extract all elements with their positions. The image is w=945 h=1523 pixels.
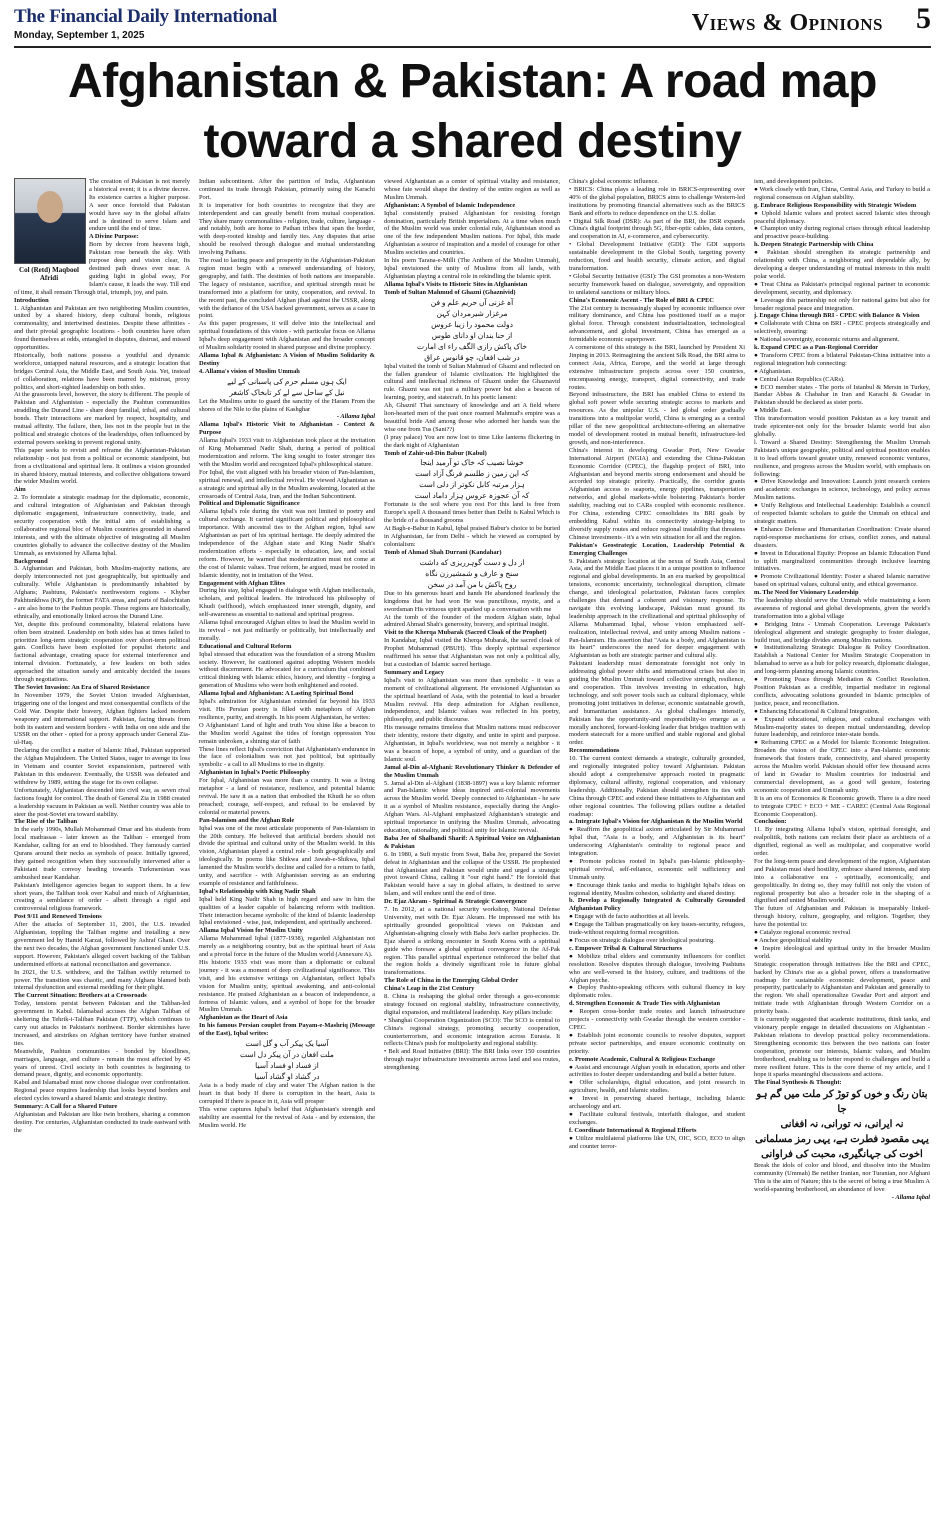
article-paragraph: ● Engage with de facto authorities at all levels. [569, 913, 690, 921]
urdu-verse: از حنا بندان او دانای طوس [431, 330, 513, 340]
article-paragraph: For the long-term peace and development of the region, Afghanistan and Pakistan must shed hostility, embrace shared interests, and step into a collaborative era - spiritually, economically, and geopolitically. In doing so, they may fulfill not only the vision of regional prosperity but also a broader role in the shaping of a dignified and united Muslim world. [754, 857, 930, 905]
article-paragraph: ● Reaffirm the geopolitical axiom articulated by Sir Muhammad Iqbal that, "Asia is a body, and Afghanistan is its heart" underscoring Afghanistan's centrality to regional peace and integration. [569, 826, 745, 858]
article-paragraph: b. Develop a Regionally Integrated & Culturally Grounded Afghanistan Policy [569, 897, 745, 913]
urdu-verse: ہزار مرتبہ کابل نکوتر از دلی است [419, 480, 525, 490]
article-paragraph: Born by decree from heavens high, Pakistan rose beneath the sky. With purpose deep and vision clear, Its destined path draws ever near. A guiding light in global sway, For Islam's cause, it leads the way. Till end of time, it shall remain Through trial, triumph, joy, and pain. [14, 241, 190, 296]
article-paragraph: ● Focus on strategic dialogue over ideological posturing. [569, 937, 715, 944]
article-paragraph: • Shanghai Cooperation Organization (SCO): The SCO is central to China's regional strategy, promoting security cooperation, counterterrorism, and economic integration across Eurasia. It reflects China's push for multipolarity and regional stability. [384, 1016, 560, 1048]
article-paragraph: China's global economic influence. [569, 178, 659, 185]
article-paragraph: Allama Iqbal encouraged Afghan elites to lead the Muslim world in its revival - not just militarily or politically, but intellectually and morally. [199, 619, 375, 642]
article-paragraph: Afghanistan and Pakistan are like twin brothers, sharing a common destiny. For centuries, Afghanistan conducted its trade eastward with the [14, 1110, 190, 1134]
urdu-verse: نہ ایرانی، نہ تورانی، نہ افغانی [780, 1119, 904, 1131]
article-paragraph: At the tomb of the founder of the modern Afghan state, Iqbal admired Ahmad Shah's generosity, bravery, and spiritual insight. [384, 613, 560, 629]
article-paragraph: Beyond infrastructure, the BRI has enabled China to extend its global soft power while securing strategic access to markets and resources. As the unipolar U.S. - led global order gradually transitions into a multipolar world, China is emerging as a central pillar of the new geopolitical architecture-offering an alternative model of development rooted in mutual benefit, infrastructure-led growth, and non-interference. [569, 391, 745, 446]
urdu-verse: آہ غزنی آں حریم علم و فن [430, 297, 514, 307]
article-paragraph: Iqbal's visit to Afghanistan was more than symbolic - it was a moment of civilizational alignment. He envisioned Afghanistan as the spiritual heartland of Asia, with the potential to lead a broader Muslim revival. His deep admiration for Afghan resilience, independence, and Islamic values was reflected in his poetry, philosophy, and public discourse. [384, 676, 560, 724]
article-paragraph: Due to his generous heart and hands He abandoned fearlessly the kingdoms that he had won He was punctilious, mystic, and a swordsman His virtuous spirit sparked up a conversation with me [384, 589, 560, 613]
article-paragraph: Iqbal's admiration for Afghanistan extended far beyond his 1933 visit. His Persian poetry is filled with metaphors of Afghan resilience, purity, and strength. In his poem Afghanistan, he writes: [199, 698, 375, 721]
urdu-verse: خاک پاکش رازی الگف راء ای امارت [416, 341, 528, 351]
article-paragraph: • Global Development Initiative (GDI): The GDI supports sustainable development in the Global South, targeting poverty reduction, food and health security, climate action, and digital transformation. [569, 241, 745, 272]
article-paragraph: g. Embrace Religious Responsibility with Strategic Wisdom [754, 201, 917, 209]
article-paragraph: It is imperative for both countries to recognize that they are interdependent and can greatly benefit from mutual cooperation. They share many commonalities - religion, trade, culture, language - and notably, both are home to Pathan tribes that span the border, with deep-rooted kinship and family ties. Any disputes that arise should be resolved through dialogue and mutual understanding involving Pathans. [199, 201, 375, 257]
article-paragraph: Conclusion: [754, 818, 787, 826]
article-paragraph: Educational and Cultural Reform [199, 642, 292, 650]
article-paragraph: Meanwhile, Pashtun communities - bonded by bloodlines, marriages, language, and culture - remain the most affected by 45 years of unrest. Civil society in both countries is beginning to demand peace, dignity, and economic opportunity. [14, 1047, 190, 1079]
urdu-verse: سنج و عارف و شمشیرزن نگاه [425, 568, 519, 578]
article-paragraph: A Divine Purpose: [89, 233, 139, 241]
urdu-verse: خوشا نصیب کہ خاک تو آرمید اینجا [420, 458, 524, 468]
issue-date: Monday, September 1, 2025 [14, 30, 145, 41]
article-paragraph: ● ECO member states - The ports of Istanbul & Mersin in Turkey, Bandar Abbas & Chabahar in Iran and Karachi & Gwadar in Pakistan should be declared as sister ports. [754, 383, 930, 407]
article-paragraph: ● Middle East. [754, 407, 793, 415]
article-paragraph: Allama Iqbal's Historic Visit to Afghanistan - Context & Purpose [199, 421, 375, 437]
article-paragraph: - Allama Iqbal [336, 413, 375, 421]
article-paragraph: ● Deploy Pashto-speaking officers with cultural fluency in key diplomatic roles. [569, 984, 745, 1000]
article-paragraph: ● Facilitate cultural festivals, interfaith dialogue, and student exchanges. [569, 1110, 745, 1126]
article-paragraph: In his famous Persian couplet from Payam-e-Mashriq (Message of the East), Iqbal writes: [199, 1022, 375, 1038]
article-paragraph: ● Invest in Educational Equity: Propose an Islamic Education Fund to uplift marginalized communities through inclusive learning initiatives. [754, 549, 930, 573]
article-paragraph: Post 9/11 and Renewed Tensions [14, 913, 102, 921]
article-paragraph: China's interest in developing Gwadar Port, New Gwadar International Airport (NGIA) and extending the China-Pakistan Economic Corridor (CPEC), the flagship project of BRI, into Afghanistan and beyond merits strong endorsement and should be accorded top strategic priority. Practically, the corridor grants Afghanistan access to seaports, energy pipelines, transportation networks, and global markets-while bolstering Pakistan's border stability, reaching out to CARs coupled with economic resilience. For China, extending CPEC consolidates its BRI goals by embedding Kabul within its connectivity strategy-helping to diversify supply routes and reduce regional instability that threatens Chinese investments - it's a win win situation for all and the region. [569, 446, 745, 541]
article-paragraph: ● Collaborate with China on BRI - CPEC projects strategically and selectively, ensuring: [754, 320, 930, 336]
article-paragraph: This paper seeks to revisit and reframe the Afghanistan-Pakistan relationship - not just from a political or economic standpoint, but from a civilizational and spiritual lens. It outlines a vision grounded in shared history, mutual interests, and collective obligations toward the wider Muslim world. [14, 446, 190, 486]
urdu-verse: ملت افغان در آن پیکر دل است [240, 1050, 334, 1060]
article-paragraph: Jamal al-Din al-Afghani: Revolutionary Thinker & Defender of the Muslim Ummah [384, 763, 560, 779]
author-photo [14, 178, 86, 264]
urdu-verse: از فساد او فساد آسیا [255, 1061, 319, 1071]
article-paragraph: Afghanistan: A Symbol of Islamic Independence [384, 201, 516, 209]
article-paragraph: Allama Iqbal's 1933 visit to Afghanistan took place at the invitation of King Mohammad Nadir Shah, during a period of political modernization and reform. The king sought to foster stronger ties with the Muslim world and recognized Iqbal's philosophical stature. [199, 437, 375, 468]
article-paragraph: ● Promote Civilizational Identity: Foster a shared Islamic narrative based on spiritual values, cultural unity, and ethical governance. [754, 573, 930, 589]
article-paragraph: The Role of China in the Emerging Global Order [384, 977, 519, 985]
article-paragraph: Pakistani leadership must demonstrate foresight not only in addressing global power shifts and international crises but also in guiding the Muslim Ummah toward collective strength, resilience, and cooperation. This involves investing in education, high technology, and soft power tools such as cultural diplomacy, while promoting joint initiatives in defense, economic sustainable growth, and humanitarian assistance. As global challenges intensify, Pakistan has the opportunity-and responsibility-to emerge as a morally anchored, forward-looking leader that bridges tradition with modern statecraft for a more unified and stable regional and global order. [569, 660, 745, 747]
article-paragraph: Declaring the conflict a matter of Islamic Jihad, Pakistan supported the Afghan Mujahideen. The United States, eager to avenge its loss in Vietnam and counter Soviet expansionism, partnered with Pakistan in this endeavor. Eventually, the USSR was defeated and withdrew by 1989, setting the stage for its own collapse. [14, 747, 190, 786]
urdu-verse: یہی مقصود فطرت ہے، یہی رمز مسلمانی [755, 1134, 929, 1146]
article-paragraph: China's Leap in the 21st Century [384, 985, 475, 993]
article-paragraph: Engagement with Afghan Elites [199, 579, 286, 587]
article-paragraph: Allama Iqbal and Afghanistan: A Lasting Spiritual Bond [199, 690, 354, 698]
article-paragraph: During his stay, Iqbal engaged in dialogue with Afghan intellectuals, scholars, and political leaders. He introduced his philosophy of Khudi (selfhood), which emphasized inner strength, dignity, and self-awareness as essential to national and spiritual progress. [199, 587, 375, 619]
article-paragraph: d. Strengthen Economic & Trade Ties with Afghanistan [569, 1000, 721, 1008]
article-paragraph: 2. To formulate a strategic roadmap for the diplomatic, economic, and cultural integration of Afghanistan and Pakistan through diplomatic engagement, infrastructure connectivity, trade, and security cooperation with the initial aim of establishing a collaborative regional bloc of Muslim countries grounded in shared interests, and with the ultimate objective of integrating all Muslim countries globally to advance the collective destiny of the Muslim Ummah, as envisioned by Allama Iqbal. [14, 494, 190, 557]
article-paragraph: Tomb of Zahir-ud-Din Babur (Kabul) [384, 449, 487, 457]
article-paragraph: It is an era of Economics & Economic growth. There is a dire need to integrate CPEC + ECO + ME - CAREC (Central Asia Regional Economic Cooperation). [754, 794, 930, 818]
article-paragraph: In November 1979, the Soviet Union invaded Afghanistan, triggering one of the longest and most consequential conflicts of the Cold War. Despite their bravery, Afghan fighters lacked modern weaponry and international support. Pakistan, facing threats from both its eastern and western borders - with India on one side and the USSR on the other - opted for a proxy approach under General Zia-ul-Haq. [14, 691, 190, 747]
author-box [14, 178, 84, 282]
article-paragraph: - Allama Iqbal [891, 1193, 930, 1201]
article-paragraph: ● Treat China as Pakistan's principal regional partner in economic development, security, and diplomacy. [754, 280, 930, 296]
article-paragraph: After the attacks of September 11, 2001, the U.S. invaded Afghanistan, toppling the Taliban regime and installing a new government led by Hamid Karzai, followed by Ashraf Ghani. Over the next two decades, the Afghan government functioned under U.S. support. However, Pakistan's alleged covert backing of the Taliban undermined efforts at national reconciliation and governance. [14, 921, 190, 968]
column-1 [14, 178, 190, 1518]
article-paragraph: 11. By integrating Allama Iqbal's vision, spiritual foresight, and realpolitik, both nations can reclaim their place as architects of a dignified, regional as well as multipolar, and cooperative world order. [754, 826, 930, 858]
article-paragraph: These lines reflect Iqbal's conviction that Afghanistan's endurance in the face of colonialism was not just political, but spiritually symbolic - a call to all Muslims to rise in dignity. [199, 745, 375, 769]
article-paragraph: Iqbal consistently praised Afghanistan for resisting foreign domination, particularly British imperialism. At a time when much of the Muslim world was under colonial rule, Afghanistan stood as one of the few independent Muslim nations. For Iqbal, this made Afghanistan a source of inspiration and a model of courage for other Muslim societies and countries. [384, 209, 560, 257]
article-paragraph: ● Institutionalizing Strategic Dialogue & Policy Coordination. Establish a National Center for Muslim Strategic Cooperation in Islamabad to serve as a hub for policy research, diplomatic dialogue, and long-term planning among Islamic countries. [754, 644, 930, 676]
urdu-verse: دولت محمود را زیبا عروس [431, 319, 513, 329]
urdu-verse: روح پاکش با من آمد در سخن [427, 579, 517, 589]
article-paragraph: ● Promoting Peace through Mediation & Conflict Resolution. Position Pakistan as a credible, impartial mediator in regional conflicts, advocating solutions grounded in Islamic principles of justice, peace, and reconciliation. [754, 676, 930, 707]
urdu-verse: کہ این زمین ز طلسم فرنگ آزاد است [415, 469, 529, 479]
article-paragraph: Strategic cooperation through initiatives like the BRI and CPEC, backed by China's rise as a global power, offers a transformative roadmap for sustainable economic development, peace and prosperity, particularly to Afghanistan and Pakistan and generally to the region. We shall operationalize Gwadar Port and airport and initiate trade with Afghanistan through Western Corridor on a priority basis. [754, 960, 930, 1016]
article-paragraph: ● Leverage this partnership not only for national gains but also for broader regional peace and integration. [754, 296, 930, 312]
article-paragraph: Allama Iqbal & Afghanistan: A Vision of Muslim Solidarity & Destiny [199, 351, 375, 367]
urdu-verse: بتان رنگ و خوں کو توڑ کر ملت میں گم ہو جا [756, 1089, 928, 1116]
article-paragraph: ● Catalyze regional economic revival [754, 929, 851, 937]
article-paragraph: The leadership should serve the Ummah while maintaining a keen awareness of regional and global developments, given the world's transformation into a global village [754, 597, 930, 620]
article-paragraph: • Belt and Road Initiative (BRI): The BRI links over 150 countries through major infrastructure investments across land and sea routes, strengthening [384, 1048, 560, 1072]
urdu-verse: در گشاد او گشاد آسیا [254, 1072, 320, 1082]
article-paragraph: The future of Afghanistan and Pakistan is inseparably linked-through history, culture, geography, and religion. Together, they have the potential to: [754, 905, 930, 929]
article-paragraph: The creation of Pakistan is not merely a historical event; it is a divine decree. Its existence carries a higher purpose. A seer once foretold that Pakistan would have say in the global affairs and is destined to serve Islam and endure until the end of time. [89, 178, 190, 233]
article-paragraph: In Kandahar, Iqbal visited the Kherqa Mubarak, the sacred cloak of Prophet Muhammad (PBUH). This deeply spiritual experience reaffirmed his sense that Afghanistan was not only a political ally, but a custodian of Islamic sacred heritage. [384, 637, 560, 668]
article-paragraph: Allama Iqbal's role during the visit was not limited to poetry and cultural exchange. It carried significant political and philosophical importance. With ancestral ties to the Afghan region, Iqbal saw Afghanistan as part of his spiritual heritage. He deeply admired the independence of the Afghan state and King Nadir Shah's modernization efforts - especially in education, law, and social reform. However, he warned that modernization must not come at the cost of Islamic values. True reform, he argued, must be rooted in Islamic identity, not in imitation of the West. [199, 508, 375, 579]
urdu-verse: آسیا یک پیکر آب و گل است [245, 1039, 329, 1049]
article-paragraph: The Rise of the Taliban [14, 818, 78, 826]
article-paragraph: ● Unify Religious and Intellectual Leadership: Establish a council of respected Islamic scholars to guide the Ummah on ethical and strategic matters. [754, 502, 930, 525]
article-paragraph: ● Pakistan should strengthen its strategic partnership and relationship with China, a neighboring and dependable ally, by developing a deeper understanding of mutual interests in this multi polar world. [754, 249, 930, 280]
page-number: 5 [916, 2, 931, 35]
article-paragraph: Iqbal held King Nadir Shah in high regard and saw in him the qualities of a leader capable of balancing reform with tradition. Their interaction became symbolic of the kind of Islamic leadership Iqbal envisioned - wise, just, independent, and spiritually anchored. [199, 895, 375, 927]
article-paragraph: This verse captures Iqbal's belief that Afghanistan's strength and stability are essential for the revival of Asia - and by extension, the Muslim world. He [199, 1105, 375, 1129]
article-paragraph: ● Drive Knowledge and Innovation: Launch joint research centers and academic exchanges in science, technology, and policy across Muslim nations. [754, 478, 930, 502]
article-paragraph: ● Offer scholarships, digital education, and joint research in agriculture, health, and Islamic studies. [569, 1079, 745, 1095]
article-paragraph: Pakistan's Geostrategic Location, Leadership Potential & Emerging Challenges [569, 541, 745, 557]
article-paragraph: j. Engage China through BRI - CPEC with Balance & Vision [754, 312, 920, 320]
article-paragraph: • Digital Silk Road (DSR): As part of the BRI, the DSR expands China's digital footprint through 5G, fiber-optic cables, data centers, and cooperation in AI, e-commerce, and cybersecurity. [569, 217, 745, 241]
article-paragraph: Visit to the Kherqa Mubarak (Sacred Cloak of the Prophet) [384, 629, 547, 637]
article-paragraph: 8. China is reshaping the global order through a geo-economic strategy focused on regional stability, infrastructure connectivity, digital expansion, and multilateral leadership. Key pillars include: [384, 993, 560, 1016]
column-4 [569, 178, 745, 1518]
article-paragraph: China's Economic Ascent - The Role of BRI & CPEC [569, 296, 714, 304]
article-paragraph: Unfortunately, Afghanistan descended into civil war, as seven rival factions fought for control. The death of General Zia in 1988 created a leadership vacuum in Pakistan as well. Neither country was able to steer the post-Soviet era toward stability. [14, 786, 190, 818]
article-paragraph: • BRICS: China plays a leading role in BRICS-representing over 40% of the global population, BRICS aims to challenge Western-led institutions by promoting financial alternatives such as the BRICS Bank and efforts to reduce dependence on the U.S. dollar. [569, 185, 745, 217]
article-paragraph: ● Utilize multilateral platforms like UN, OIC, SCO, ECO to align and counter terror- [569, 1134, 745, 1150]
article-paragraph: Break the idols of color and blood, and dissolve into the Muslim community (Ummah) Be neither Iranian, nor Turanian, nor Afghani This is the aim of Nature; this is the secret of being a true Muslim A world-spanning brotherhood, an abundance of love [754, 1162, 930, 1193]
urdu-verse: از دل و دست گوہرریزی که داشت [419, 557, 525, 567]
article-paragraph: Tomb of Ahmad Shah Durrani (Kandahar) [384, 548, 502, 556]
article-paragraph: The road to lasting peace and prosperity in the Afghanistan-Pakistan region must begin with a renewed understanding of history, geography, and faith. The destinies of both nations are inseparable. The legacy of resistance, sacrifice, and spiritual strength must be transformed into a platform for unity, cooperation, and revival. In the recent past, the concluded Afghan jihad against the USSR, along with the defiance of the USA backed government, serves as a case in point. [199, 257, 375, 320]
article-paragraph: Dr. Ejaz Akram - Spiritual & Strategic Convergence [384, 898, 527, 906]
article-paragraph: ● Encourage think tanks and media to highlight Iqbal's ideas on regional identity, Muslim cohesion, solidarity and shared destiny. [569, 881, 745, 897]
article-paragraph: Afghanistan in Iqbal's Poetic Philosophy [199, 769, 310, 777]
article-paragraph: For Iqbal, Afghanistan was more than a country. It was a living metaphor - a land of resistance, resilience, and potential Islamic revival. He saw it as a nation that embodied the Khudi he so often preached; courage, self-respect, and refusal to be enslaved by colonial or material powers. [199, 777, 375, 816]
article-paragraph: 10. The current context demands a strategic, culturally grounded, and regionally integrated policy toward Afghanistan. Pakistan should adopt a comprehensive approach rooted in pragmatic diplomacy, cultural affinity, regional cooperation, and visionary leadership. Additionally, Pakistan should strengthen its ties with China through CPEC and extend these initiatives to Afghanistan and other regional countries. The following pillars outline a detailed roadmap: [569, 755, 745, 818]
masthead [14, 0, 931, 48]
article-paragraph: Indian subcontinent. After the partition of India, Afghanistan continued its trade through Pakistan, primarily using the Karachi Port. [199, 178, 375, 201]
article-paragraph: Introduction [14, 296, 49, 304]
article-paragraph: Let the Muslims unite to guard the sanctity of the Haram From the shores of the Nile to the plains of Kashghar [199, 397, 375, 413]
article-paragraph: (I pray palace) You are now lost to time Like lanterns flickering in the dark night of Afghanistan [384, 433, 560, 449]
article-paragraph: ● Mobilize tribal elders and community influencers for conflict resolution. Resolve disputes through dialogue, involving Pashtuns who are well-versed in the history, culture, and traditions of the Afghan psyche. [569, 952, 745, 984]
article-paragraph: 3. Afghanistan and Pakistan, both Muslim-majority nations, are deeply interconnected not just geographically, but spiritually and culturally. While Afghanistan is predominantly inhabited by Afghans; Pashtuns, Pakistan's northwestern regions - Khyber Pakhtunkhwa (KP), the former FATA areas, and parts of Balochistan - are also home to the Pashtun people. These regions are historically, ethnically, and emotionally linked across the Durand Line. [14, 565, 190, 620]
article-paragraph: 6. In 1980, a Sufi mystic from Swat, Baba Jee, prepared the Soviet defeat in Afghanistan and the collapse of the USSR. He prophesied that Afghanistan and Pakistan would unite and urged a strategic pivot toward China, calling it "our right hand." He foretold that Pakistan would have a say in global affairs, is destined to serve Islam, and will endure until the end of time. [384, 850, 560, 898]
article-paragraph: e. Promote Academic, Cultural & Religious Exchange [569, 1055, 716, 1063]
article-paragraph: ● Invest in preserving shared heritage, including Islamic archaeology and art. [569, 1095, 745, 1111]
urdu-verse: اخوت کی جہانگیری، محبت کی فراوانی [761, 1149, 923, 1161]
article-paragraph: It is currently suggested that academic institutions, think tanks, and visionary people engage in detailed discussions on Afghanistan - Pakistan relations to develop practical policy recommendations. Strengthening economic ties between the two nations can foster cooperation, promote our interests, Islamic values, and Muslim brotherhood, enabling us to better respond to challenges and build a more resilient future. This is the core theme of my article, and I hope it sparks meaningful discussions and actions. [754, 1016, 930, 1079]
urdu-verse: مرغزار شیرمردان کہن [436, 308, 508, 318]
article-paragraph: Summary: A Call for a Shared Future [14, 1103, 118, 1111]
urdu-verse: نیل کے ساحل سے لے کر تابخاک کاشغر [229, 387, 345, 397]
article-paragraph: 9. Pakistan's strategic location at the nexus of South Asia, Central Asia, and the Middle East places it in a unique position to influence regional and global developments. In an era marked by geopolitical tensions, economic uncertainty, technological disruption, climate change, and ideological polarization, Pakistan faces complex challenges that demand a coherent and visionary response. To navigate this evolving landscape, Pakistan must ground its leadership approach in the civilizational and spiritual philosophy of Allama Muhammad Iqbal, whose vision emphasized self-realization, intellectual revival, and unity among Muslim nations - Pan-Islamism. His assertion that "Asia is a body, and Afghanistan is its heart" underscores the need for deeper engagement with Afghanistan as both are strategic partner and cultural ally. [569, 557, 745, 660]
article-paragraph: This transformation would position Pakistan as a key transit and trade epicenter-not only for the broader Islamic world but also globally. [754, 415, 930, 438]
article-paragraph: ● Anchor geopolitical stability [754, 937, 833, 944]
article-paragraph: Tomb of Sultan Mahmud of Ghazni (Ghaznivid) [384, 288, 516, 296]
article-paragraph: ● Establish joint economic councils to resolve disputes, support private sector partnerships, and ensure economic continuity on priority. [569, 1031, 745, 1055]
article-paragraph: The Current Situation: Brothers at a Crossroads [14, 992, 147, 1000]
article-paragraph: ● Uphold Islamic values and protect sacred Islamic sites through peaceful diplomacy. [754, 209, 930, 225]
column-5 [754, 178, 930, 1518]
article-paragraph: Recommendations [569, 747, 620, 755]
article-paragraph: At the grassroots level, however, the story is different. The people of Pakistan and Afghanistan - especially the Pashtun communities straddling the Durand Line - share deep familial, tribal, and cultural bonds. Their interactions are marked by respect, hospitality, and mutual affinity. The failure, then, lies not in the people but in the political and strategic choices of the leaderships, often influenced by external powers seeking to prevent regional unity. [14, 391, 190, 446]
urdu-verse: کہ آن عجوزہ عروس ہزار داماد است [414, 491, 530, 501]
article-paragraph: f. Coordinate International & Regional Efforts [569, 1126, 697, 1134]
article-paragraph: Iqbal stressed that education was the foundation of a strong Muslim society. However, he cautioned against adopting Western models without discernment. He advocated for a curriculum that combined critical thinking with Islamic ethics, history, and identity - forging a generation of Muslims who were both enlightened and rooted. [199, 650, 375, 690]
article-paragraph: a. Integrate Iqbal's Vision for Afghanistan & the Muslim World [569, 818, 743, 826]
article-paragraph: Fortunate is the soil where you rest For this land is free from Europe's spell A thousand times better than Delhi is Kabul Which is the bride of a thousand grooms [384, 501, 560, 525]
author-byline: Col (Retd) Maqbool Afridi [19, 266, 79, 282]
article-paragraph: The 21st century is increasingly shaped by economic influence over military dominance, and China has positioned itself as a major global force. Through consistent industrialization, technological advancement, and global investment, China has emerged as a formidable economic superpower. [569, 304, 745, 344]
article-paragraph: ● Afghanistan. [754, 367, 792, 375]
article-paragraph: As this paper progresses, it will delve into the intellectual and spiritual foundations of this vision - with particular focus on Allama Iqbal's deep engagement with Afghanistan and the broader concept of Muslim solidarity rooted in shared purpose and divine prophecy. [199, 320, 375, 352]
article-paragraph: His historic 1933 visit was more than a diplomatic or cultural journey - it was a moment of deep civilizational significance. This visit, and his extensive writings on Afghanistan, reflect Iqbal's vision for Muslim unity, spiritual awakening, and anti-colonial resistance. He praised Afghanistan as a beacon of independence, a fortress of Islamic values, and a symbol of hope for the broader Muslim Ummah. [199, 959, 375, 1014]
article-paragraph: • Global Security Initiative (GSI): The GSI promotes a non-Western security framework based on dialogue, sovereignty, and opposition to unilateral sanctions or military blocs. [569, 272, 745, 296]
article-paragraph: 4. Allama's vision of Muslim Ummah [199, 367, 300, 375]
article-paragraph: Afghanistan as the Heart of Asia [199, 1014, 288, 1022]
article-paragraph: At Bagh-e-Babur in Kabul, Iqbal praised Babur's choice to be buried in Afghanistan, far from Delhi - which he viewed as corrupted by colonialism: [384, 525, 560, 548]
article-paragraph: Ah, Ghazni! That sanctuary of knowledge and art A field where lion-hearted men of the past once roamed Mahmud's empire was a beautiful bride And among those who adorned her hands was the wise one from Tus (Sani??) [384, 402, 560, 433]
article-paragraph: l. Toward a Shared Destiny: Strengthening the Muslim Ummah Pakistan's unique geographic, political and spiritual position enables it to lead efforts toward greater unity, renewed economic ventures, resilience, and progress across the Muslim world, with emphasis on following: [754, 438, 930, 478]
article-paragraph: Pan-Islamism and the Afghan Role [199, 816, 295, 824]
article-paragraph: ● Reframing CPEC as a Model for Islamic Economic Integration. Broaden the vision of the CPEC into a Pan-Islamic economic framework that fosters trade, connectivity, and shared prosperity across the Muslim world. Pakistan should offer few thousand acres of land in Gwadar to Muslim countries for industrial and commercial development, as a good will gesture, fostering economic cooperation and Ummah unity. [754, 739, 930, 794]
article-paragraph: His message remains timeless that Muslim nations must rediscover their identity, restore their dignity, and unite in spirit and purpose. Afghanistan, in Iqbal's worldview, was not merely a neighbor - it was a beacon of hope, a symbol of unity, and a guardian of the Islamic soul. [384, 724, 560, 763]
article-paragraph: 7. In 2012, at a national security workshop, National Defense University, met with Dr. Ejaz Akram. He impressed me with his spiritually grounded geopolitical views on Pakistan and Afghanistan-aligning closely with Baba Jee's earlier prophecies. Dr. Ejaz shared a striking encounter in South Korea with a spiritual guide who foresaw a global spiritual convergence in the Af-Pak region. This parallel spiritual experience reinforced the belief that the region holds a divinely significant role in future global transformations. [384, 906, 560, 977]
article-paragraph: In 2021, the U.S. withdrew, and the Taliban swiftly returned to power. The transition was chaotic, and many Afghans blamed both internal dysfunction and external meddling for their plight. [14, 968, 190, 992]
article-paragraph: Iqbal was one of the most articulate proponents of Pan-Islamism in the 20th century. He believed that artificial borders should not divide the spiritual and cultural unity of the Muslim world. In this vision, Afghanistan played a central role - both geographically and ideologically. In poems like Shikwa and Jawab-e-Shikwa, Iqbal lamented the Muslim world's decline and called for a return to faith, unity, and sacrifice - with Afghanistan serving as an enduring example of resistance and faithfulness. [199, 824, 375, 887]
article-paragraph: ● Transform CPEC from a bilateral Pakistan-China initiative into a regional integration hub connecting: [754, 351, 930, 367]
article-paragraph: ● Central Asian Republics (CARs). [754, 375, 845, 383]
article-paragraph: Yet, despite this profound commonality, bilateral relations have often been strained. Leadership on both sides has at times failed to prioritize long-term strategic cooperation over short-term political gain. Conflicts have been exploited for populist rhetoric and factional advantage, creating space for external interference and internal division. Fortunately, a few leaders on both sides approached the situation sanely and amicably decided the issues through negotiations. [14, 620, 190, 684]
urdu-verse: در شب افغان، چو قانوس عراق [424, 352, 520, 362]
article-paragraph: ● Bridging Intra - Ummah Cooperation. Leverage Pakistan's ideological alignment and strategic geography to foster dialogue, build trust, and bridge divides among Muslim nations. [754, 620, 930, 644]
article-body [14, 178, 931, 1518]
article-paragraph: Allama Muhammad Iqbal (1877-1938), regarded Afghanistan not merely as a neighboring country, but as the spiritual heart of Asia and a pivotal force in the future of the Muslim world (Annexure A). [199, 935, 375, 959]
article-paragraph: 1. Afghanistan and Pakistan are two neighboring Muslim countries, united by a shared history, deep cultural bonds, religious commonality, and intertwined destinies. Despite these affinities - and their pivotal geographic locations - both countries have often found themselves at odds, entangled in disputes, distrust, and missed opportunities. [14, 304, 190, 352]
article-paragraph: ● Enhance Defense and Humanitarian Coordination: Create shared rapid-response mechanisms for crises, conflict zones, and natural disasters. [754, 525, 930, 549]
article-paragraph: Allama Iqbal Vision for Muslim Unity [199, 927, 303, 935]
article-paragraph: Background [14, 557, 48, 565]
article-paragraph: viewed Afghanistan as a center of spiritual vitality and resistance, whose fate would shape the destiny of the entire region as well as Muslim Ummah. [384, 178, 560, 201]
article-paragraph: ● Reopen cross-border trade routes and launch infrastructure projects - connectivity with Gwadar through the western corridor - CPEC. [569, 1008, 745, 1031]
article-paragraph: 5. Jamal al-Din al-Afghani (1838-1897) was a key Islamic reformer and Pan-Islamic whose ideas inspired anti-colonial movements across the Muslim world. Deeply connected to Afghanistan - he saw it as a symbol of Muslim resistance, especially during the Anglo-Afghan Wars. Al-Afghani emphasized Afghanistan's strategic and spiritual importance in unifying the Muslim Ummah, advocating education, rationality, and political unity for Islamic revival. [384, 779, 560, 834]
article-paragraph: h. Deepen Strategic Partnership with China [754, 241, 874, 249]
article-paragraph: ● Enhancing Educational & Cultural Integration. [754, 707, 880, 715]
article-paragraph: k. Expand CPEC as a Pan-Regional Corridor [754, 344, 879, 352]
article-paragraph: A cornerstone of this strategy is the BRI, launched by President Xi Jinping in 2013. Reimagining the ancient Silk Road, the BRI aims to connect Asia, Africa, Europe, and the world at large through extensive infrastructure projects across over 150 countries, encompassing energy, transport, digital connectivity, and trade routes. [569, 344, 745, 391]
column-3 [384, 178, 560, 1518]
article-paragraph: Allama Iqbal's Visits to Historic Sites in Afghanistan [384, 280, 528, 288]
section-title: Views & Opinions [691, 10, 883, 36]
article-paragraph: Historically, both nations possess a youthful and dynamic workforce, untapped natural resources, and a strategic location that bridges Central Asia, the Middle East, and South Asia. Yet, instead of collaboration, relations have been marred by mistrust, proxy politics, and short-sighted leadership on both sides. [14, 351, 190, 391]
article-paragraph: Pakistan's intelligence agencies began to support them. In a few short years, the Taliban took over Kabul and much of Afghanistan, creating a semblance of order - albeit through a rigid and controversial religious framework. [14, 881, 190, 913]
article-paragraph: ● Assist and encourage Afghan youth in education, sports and other activities to foster deeper understanding and build a better future. [569, 1063, 745, 1079]
urdu-verse: ایک ہوں مسلم حرم کی پاسبانی کے لیے [227, 376, 347, 386]
article-paragraph: In his poem Tarana-e-Milli (The Anthem of the Muslim Ummah), Iqbal envisioned the unity of Muslims from all lands, with Afghanistan playing a central role in rekindling the Islamic spirit. [384, 257, 560, 280]
article-paragraph: The Final Synthesis & Thought: [754, 1079, 842, 1087]
article-paragraph: ● Expand educational, religious, and cultural exchanges with Muslim-majority states to deepen mutual understanding, develop future leadership, and reinforce inter-state bonds. [754, 715, 930, 739]
article-paragraph: ism, and development policies. [754, 178, 834, 185]
article-paragraph: Kabul and Islamabad must now choose dialogue over confrontation. Regional peace requires leadership that looks beyond borders and elected cycles toward a shared Islamic and strategic destiny. [14, 1079, 190, 1103]
article-paragraph: Asia is a body made of clay and water The Afghan nation is the heart in that body If there is corruption in the heart, Asia is corrupted If there is peace in it, Asia will prosper [199, 1082, 375, 1105]
article-paragraph: ● Work closely with Iran, China, Central Asia, and Turkey to build a regional consensus on Afghan stability. [754, 185, 930, 201]
article-paragraph: In the early 1990s, Mullah Mohammad Omar and his students from local madrassas - later known as the Taliban - emerged from Kandahar, calling for an end to bloodshed. They famously carried Qurans around their necks as symbols of peace. Initially ignored, they gained recognition when they successfully intervened after a Pakistani trade convoy heading towards Turkmenistan was ambushed near Kandahar. [14, 826, 190, 881]
article-headline: Afghanistan & Pakistan: A road map toward a shared destiny [68, 55, 877, 168]
article-paragraph: c. Empower Tribal & Cultural Structures [569, 944, 683, 952]
article-paragraph: Aim [14, 486, 26, 494]
article-paragraph: Baba Jee of Shalbandi Sharif: A Spiritual Voice on Afghanistan & Pakistan [384, 834, 560, 850]
article-paragraph: Iqbal's Relationship with King Nadir Shah [199, 887, 316, 895]
article-paragraph: ● Champion unity during regional crises through ethical leadership and proactive peace-building. [754, 225, 930, 241]
article-paragraph: ● Engage the Taliban pragmatically on key issues-security, refugees, trade-without requiring formal recognition. [569, 921, 745, 937]
article-paragraph: The Soviet Invasion: An Era of Shared Resistance [14, 684, 150, 691]
paper-name: The Financial Daily International [14, 6, 277, 27]
article-paragraph: ● Promote policies rooted in Iqbal's pan-Islamic philosophy-spiritual revival, self-reliance, economic self sufficiency and Ummah unity. [569, 857, 745, 881]
article-paragraph: ● National sovereignty, economic returns and alignment. [754, 336, 900, 344]
article-paragraph: For Iqbal, the visit aligned with his broader vision of Pan-Islamism, spiritual renewal, and intellectual revival. He viewed Afghanistan as a strategic and spiritual ally in the Muslim awakening, located at the crossroads of Central Asia, Iran, and the Indian Subcontinent. [199, 468, 375, 500]
article-paragraph: ● Inspire ideological and spiritual unity in the broader Muslim world. [754, 944, 930, 960]
article-paragraph: m. The Need for Visionary Leadership [754, 589, 859, 597]
article-paragraph: Summary and Legacy [384, 668, 445, 676]
article-paragraph: Today, tensions persist between Pakistan and the Taliban-led government in Kabul. Islamabad accuses the Afghan Taliban of sheltering the Tehrik-i-Taliban Pakistan (TTP), which continues to carry out attacks in Pakistan's northwest. Border skirmishes have increased, and airstrikes on Afghan territory have further strained ties. [14, 1000, 190, 1047]
article-paragraph: Iqbal visited the tomb of Sultan Mahmud of Ghazni and reflected on the fallen grandeur of Islamic civilization. He highlighted the cultural and intellectual richness of Ghazni under the Ghaznavid rule. Ghazni was not just a military power but also a beacon of learning, poetry, and statecraft. In his poetic lament: [384, 362, 560, 402]
article-paragraph: O Afghanistan! Land of light and truth You shine like a beacon to the Muslim world Against the tides of foreign oppression You remain unbroken, a shining star of faith [199, 721, 375, 745]
article-paragraph: Political and Diplomatic Significance [199, 500, 300, 508]
column-2 [199, 178, 375, 1518]
